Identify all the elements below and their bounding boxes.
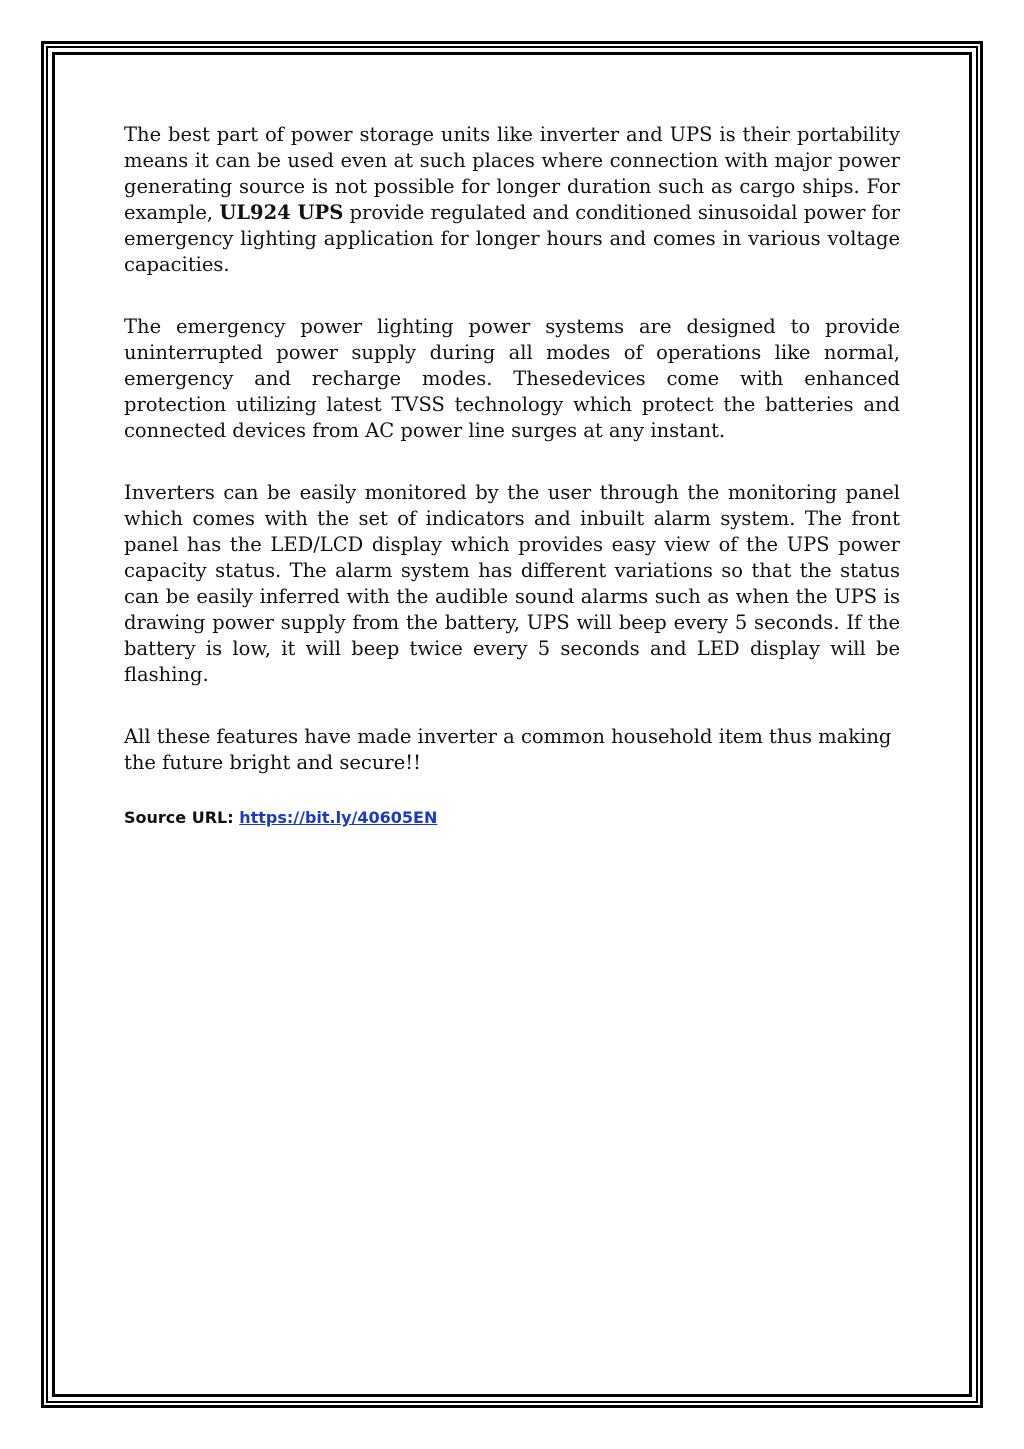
paragraph-portability [124, 122, 900, 278]
paragraph-portability-text-end: provide regulated and conditioned sinusoidal power for emergency lighting application for longer hours and comes in various voltage capacities. [124, 201, 900, 276]
source-url-link[interactable]: https://bit.ly/40605EN [239, 808, 438, 827]
product-name-bold: UL924 UPS [219, 201, 344, 224]
paragraph-emergency-power: The emergency power lighting power systems are designed to provide uninterrupted power supply during all modes of operations like normal, emergency and recharge modes. Thesedevices come with enhanced protection utilizing latest TVSS technology which protect the batteries and connected devices from AC power line surges at any instant. [124, 315, 900, 442]
source-url-label: Source URL: [124, 808, 240, 827]
paragraph-conclusion: All these features have made inverter a common household item thus making the future bright and secure!! [124, 725, 892, 774]
paragraph-portability-text-start: The best part of power storage units like inverter and UPS is their portability means it can be used even at such places where connection with major power generating source is not possible for longer duration such as cargo ships. For example, [124, 123, 900, 224]
source-url-line [124, 808, 900, 828]
document-body [124, 122, 900, 828]
paragraph-monitoring: Inverters can be easily monitored by the user through the monitoring panel which comes with the set of indicators and inbuilt alarm system. The front panel has the LED/LCD display which provides easy view of the UPS power capacity status. The alarm system has different variations so that the status can be easily inferred with the audible sound alarms such as when the UPS is drawing power supply from the battery, UPS will beep every 5 seconds. If the battery is low, it will beep twice every 5 seconds and LED display will be flashing. [124, 481, 900, 686]
